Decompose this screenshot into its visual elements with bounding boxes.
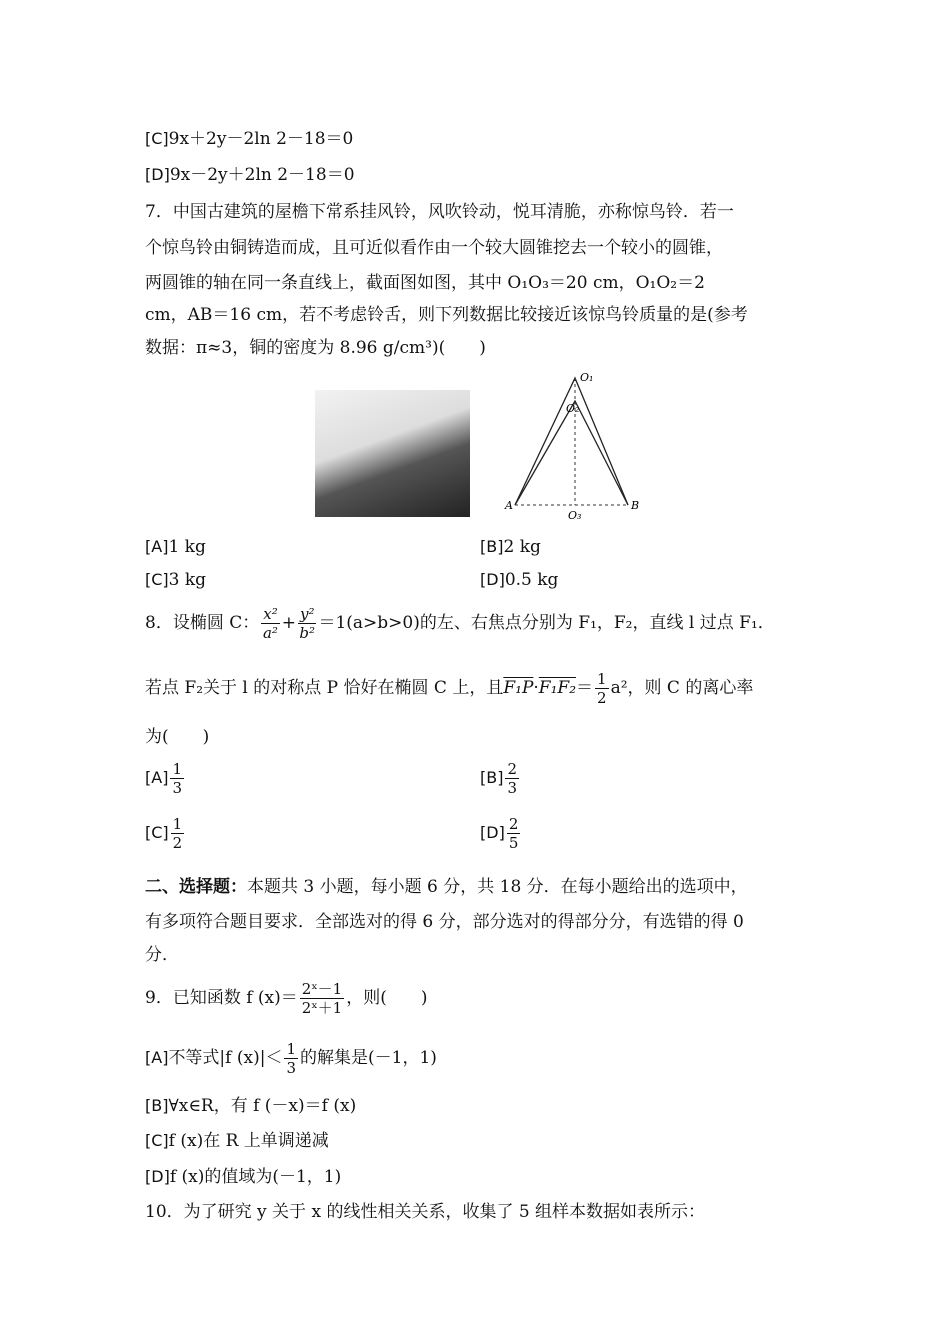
- text: ·: [533, 678, 539, 698]
- option-text: 2 kg: [503, 537, 541, 557]
- label-o2: O₂: [566, 402, 580, 415]
- fraction: [505, 760, 519, 797]
- numerator: 1: [286, 1040, 296, 1058]
- cone-cross-section-diagram: [500, 368, 650, 523]
- option-key: [B]: [480, 768, 504, 787]
- bell-eave-photo: [315, 390, 470, 517]
- text: ，则( ): [346, 988, 428, 1008]
- option-text: 1 kg: [168, 537, 206, 557]
- text: 的解集是(－1，1): [300, 1048, 437, 1068]
- denominator: 2ˣ＋1: [301, 999, 343, 1017]
- option-key: [A]: [145, 1048, 169, 1067]
- q7-option-d[interactable]: [480, 570, 558, 590]
- denominator: b²: [299, 624, 316, 642]
- option-key: [C]: [145, 1131, 169, 1150]
- q8-line-2: [145, 670, 753, 707]
- q7-option-c[interactable]: [145, 570, 206, 590]
- text: 8．设椭圆 C：: [145, 613, 260, 633]
- option-text: 9x－2y＋2ln 2－18＝0: [169, 165, 355, 185]
- option-key: [A]: [145, 768, 169, 787]
- text: +: [281, 613, 296, 633]
- q8-option-b[interactable]: [480, 760, 521, 797]
- q10-stem: 10．为了研究 y 关于 x 的线性相关关系，收集了 5 组样本数据如表所示：: [145, 1202, 706, 1222]
- section-2-line: 分．: [145, 945, 179, 965]
- option-text: 9x＋2y－2ln 2－18＝0: [168, 129, 354, 149]
- q6-option-c: [145, 124, 353, 149]
- option-key: [C]: [145, 570, 169, 589]
- text: 不等式|f (x)|＜: [168, 1048, 283, 1068]
- option-text: f (x)在 R 上单调递减: [168, 1131, 329, 1151]
- denominator: 2: [597, 689, 607, 707]
- option-text: 3 kg: [168, 570, 207, 590]
- fraction: [507, 815, 521, 852]
- denominator: 5: [508, 834, 519, 852]
- option-key: [D]: [480, 823, 505, 842]
- denominator: 2: [172, 834, 183, 852]
- fraction: [300, 980, 344, 1017]
- text: 本题共 3 小题，每小题 6 分，共 18 分．在每小题给出的选项中，: [247, 877, 748, 897]
- q8-option-a[interactable]: [145, 760, 186, 797]
- label-o3: O₃: [568, 509, 582, 522]
- q6-option-d: [145, 160, 355, 185]
- label-b: B: [631, 499, 640, 512]
- option-text: 0.5 kg: [504, 570, 559, 590]
- option-text: ∀x∈R，有 f (－x)＝f (x): [168, 1096, 357, 1116]
- q9-option-b[interactable]: [145, 1091, 356, 1116]
- q9-option-c[interactable]: [145, 1126, 329, 1151]
- q9-stem: [145, 980, 428, 1017]
- option-key: [D]: [480, 570, 505, 589]
- fraction: [298, 605, 317, 642]
- fraction: [170, 760, 184, 797]
- q7-line: 两圆锥的轴在同一条直线上，截面图如图，其中 O₁O₃＝20 cm，O₁O₂＝2: [145, 273, 705, 293]
- numerator: 1: [597, 670, 607, 688]
- fraction: [171, 815, 185, 852]
- q9-option-a[interactable]: [145, 1040, 437, 1077]
- option-key: [D]: [145, 1167, 170, 1186]
- numerator: 1: [172, 760, 182, 778]
- q7-option-b[interactable]: [480, 537, 541, 557]
- numerator: y²: [299, 605, 315, 623]
- option-key: [B]: [145, 1096, 169, 1115]
- label-o1: O₁: [580, 371, 594, 384]
- denominator: 3: [286, 1059, 296, 1077]
- text: 若点 F₂关于 l 的对称点 P 恰好在椭圆 C 上，且: [145, 678, 504, 698]
- option-text: f (x)的值域为(－1，1): [169, 1167, 342, 1187]
- q8-option-d[interactable]: [480, 815, 522, 852]
- text: ＝: [576, 678, 594, 698]
- option-key: [B]: [480, 537, 504, 556]
- q7-option-a[interactable]: [145, 537, 206, 557]
- q8-option-c[interactable]: [145, 815, 186, 852]
- fraction: [595, 670, 609, 707]
- denominator: 3: [507, 779, 518, 797]
- q7-line: 个惊鸟铃由铜铸造而成，且可近似看作由一个较大圆锥挖去一个较小的圆锥，: [145, 238, 723, 258]
- vector-f1f2: F₁F₂: [538, 678, 577, 698]
- option-key: [C]: [145, 823, 169, 842]
- text: 9．已知函数 f (x)＝: [145, 988, 298, 1008]
- option-key: [A]: [145, 537, 169, 556]
- text: ＝1(a>b>0)的左、右焦点分别为 F₁，F₂，直线 l 过点 F₁．: [318, 613, 775, 633]
- option-key: [D]: [145, 165, 170, 184]
- q7-line: 7．中国古建筑的屋檐下常系挂风铃，风吹铃动，悦耳清脆，亦称惊鸟铃．若一: [145, 202, 734, 222]
- text: a²，则 C 的离心率: [610, 678, 754, 698]
- numerator: 1: [172, 815, 183, 833]
- numerator: x²: [263, 605, 278, 623]
- option-key: [C]: [145, 129, 169, 148]
- denominator: a²: [262, 624, 278, 642]
- numerator: 2ˣ－1: [301, 980, 343, 998]
- label-a: A: [505, 499, 513, 512]
- q9-option-d[interactable]: [145, 1162, 341, 1187]
- section-title: 二、选择题：: [145, 877, 247, 897]
- section-2-line: [145, 872, 748, 897]
- numerator: 2: [508, 815, 519, 833]
- fraction: [284, 1040, 298, 1077]
- q8-line-3: 为( ): [145, 727, 210, 747]
- denominator: 3: [172, 779, 182, 797]
- q7-line: 数据：π≈3，铜的密度为 8.96 g/cm³)( ): [145, 338, 486, 358]
- section-2-line: 有多项符合题目要求．全部选对的得 6 分，部分选对的得部分分，有选错的得 0: [145, 912, 744, 932]
- q7-line: cm，AB＝16 cm，若不考虑铃舌，则下列数据比较接近该惊鸟铃质量的是(参考: [145, 305, 748, 325]
- vector-f1p: F₁P: [503, 678, 534, 698]
- q8-line-1: [145, 605, 775, 642]
- numerator: 2: [507, 760, 518, 778]
- fraction: [261, 605, 279, 642]
